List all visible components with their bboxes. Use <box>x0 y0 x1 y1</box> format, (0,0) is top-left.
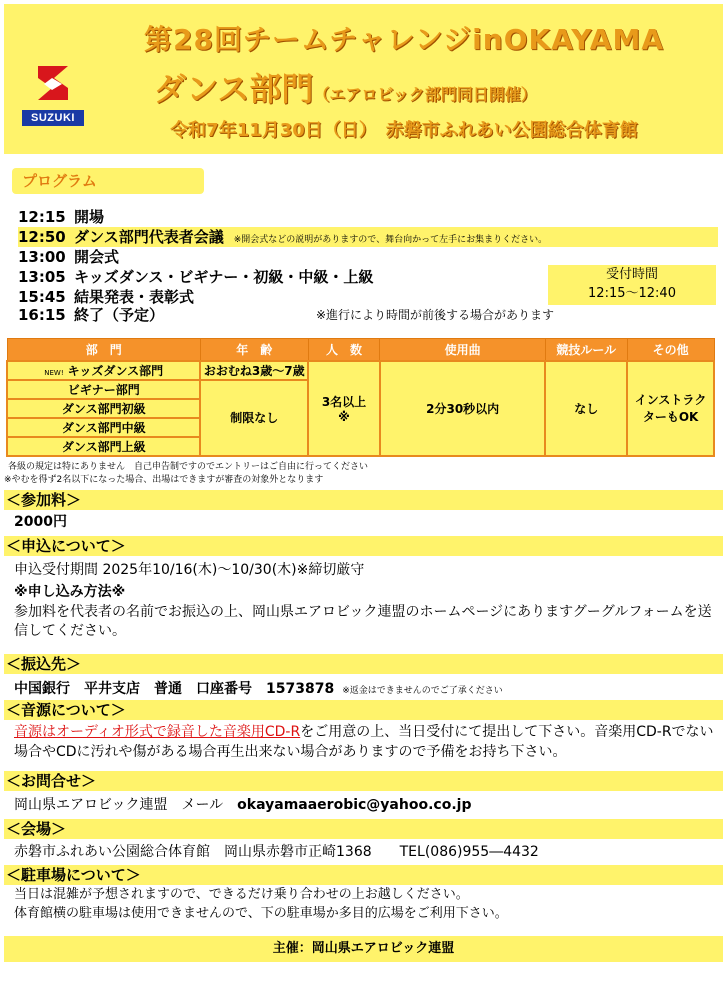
new-badge: NEW! <box>44 368 64 377</box>
division-cell: ビギナー部門 <box>7 380 200 399</box>
application-method-text: 参加料を代表者の名前でお振込の上、岡山県エアロビック連盟のホームページにありますグーグルフォームを送信してください。 <box>14 604 712 639</box>
transfer-heading: ＜振込先＞ <box>4 654 723 674</box>
rules-cell: なし <box>545 361 627 456</box>
program-label: 開場 <box>74 208 105 226</box>
col-header-division: 部 門 <box>7 339 200 361</box>
parking-line: 体育館横の駐車場は使用できませんので、下の駐車場か多目的広場をご利用下さい。 <box>14 906 508 921</box>
application-heading: ＜申込について＞ <box>4 536 723 556</box>
parking-heading: ＜駐車場について＞ <box>4 865 723 885</box>
venue-heading: ＜会場＞ <box>4 819 723 839</box>
program-time: 12:15 <box>18 208 66 226</box>
program-heading: プログラム <box>12 168 204 194</box>
program-time: 13:00 <box>18 248 66 266</box>
program-label: キッズダンス・ビギナー・初級・中級・上級 <box>74 268 374 286</box>
audio-body: をご用意の上、当日受付にて提出して下さい。音楽用CD-Rでない場合やCDに汚れや傷がある場合再生出来ない場合がありますので予備をお持ち下さい。 <box>14 724 714 760</box>
reception-time: 12:15〜12:40 <box>588 286 676 301</box>
reception-box <box>548 265 716 305</box>
contact-line <box>14 795 714 815</box>
table-note: 各級の規定は特にありません 自己申告制ですのでエントリーはご自由に行ってください <box>8 462 369 472</box>
logo-wordmark: SUZUKI <box>22 110 84 126</box>
col-header-members: 人 数 <box>308 339 380 361</box>
division-subtitle: （エアロビック部門同日開催） <box>313 85 537 104</box>
program-time: 15:45 <box>18 288 66 306</box>
application-method-heading: ※申し込み方法※ <box>14 584 126 600</box>
parking-line: 当日は混雑が予想されますので、できるだけ乗り合わせの上お越しください。 <box>14 887 469 902</box>
members-cell: 3名以上 ※ <box>308 361 380 456</box>
division-cell: ダンス部門初級 <box>7 399 200 418</box>
timing-note: ※進行により時間が前後する場合があります <box>316 308 555 322</box>
col-header-other: その他 <box>627 339 714 361</box>
audio-text <box>14 722 718 770</box>
col-header-rules: 競技ルール <box>545 339 627 361</box>
program-time: 16:15 <box>18 306 66 324</box>
program-label: 終了（予定） <box>74 306 165 324</box>
event-date-venue: 令和7年11月30日（日） 赤磐市ふれあい公園総合体育館 <box>170 120 638 141</box>
refund-note: ※返金はできませんのでご了承ください <box>342 686 503 696</box>
other-cell: インストラクターもOK <box>627 361 714 456</box>
age-cell: おおむね3歳〜7歳 <box>200 361 308 380</box>
division-name: ダンス部門 <box>154 70 314 108</box>
reception-label: 受付時間 <box>605 267 658 282</box>
program-item <box>18 207 718 227</box>
col-header-age: 年 齢 <box>200 339 308 361</box>
division-table <box>6 338 715 457</box>
program-time: 12:50 <box>18 228 66 246</box>
header-banner <box>4 4 723 154</box>
suzuki-logo <box>22 58 84 132</box>
audio-highlight: 音源はオーディオ形式で録音した音楽用CD-R <box>14 724 301 740</box>
table-note: ※やむを得ず2名以下になった場合、出場はできますが審査の対象外となります <box>4 475 324 485</box>
contact-text: 岡山県エアロビック連盟 メール <box>14 797 224 813</box>
music-cell: 2分30秒以内 <box>380 361 545 456</box>
age-cell: 制限なし <box>200 380 308 456</box>
venue-text: 赤磐市ふれあい公園総合体育館 岡山県赤磐市正崎1368 TEL(086)955―4432 <box>14 844 539 860</box>
contact-email[interactable]: okayamaaerobic@yahoo.co.jp <box>237 797 472 813</box>
division-title <box>154 64 674 110</box>
col-header-music: 使用曲 <box>380 339 545 361</box>
bank-account-number: 中国銀行 平井支店 普通 口座番号 1573878 <box>14 681 335 697</box>
fee-heading: ＜参加料＞ <box>4 490 723 510</box>
fee-amount: 2000円 <box>14 514 67 530</box>
program-item <box>18 247 718 267</box>
program-item <box>18 227 718 247</box>
division-cell: ダンス部門上級 <box>7 437 200 456</box>
division-cell <box>7 361 200 380</box>
bank-account <box>14 678 503 698</box>
application-period: 申込受付期間 2025年10/16(木)〜10/30(木)※締切厳守 <box>14 562 365 578</box>
division-cell: ダンス部門中級 <box>7 418 200 437</box>
event-title: 第28回チームチャレンジinOKAYAMA <box>144 23 664 56</box>
program-note: ※開会式などの説明がありますので、舞台向かって左手にお集まりください。 <box>233 235 548 245</box>
audio-heading: ＜音源について＞ <box>4 700 723 720</box>
division-name: キッズダンス部門 <box>67 363 164 378</box>
suzuki-s-icon <box>32 62 74 104</box>
organizer-footer: 主催：岡山県エアロビック連盟 <box>4 936 723 962</box>
table-row <box>7 361 714 380</box>
program-label: 開会式 <box>74 248 120 266</box>
contact-heading: ＜お問合せ＞ <box>4 771 723 791</box>
program-label: ダンス部門代表者会議 <box>74 228 224 246</box>
program-time: 13:05 <box>18 268 66 286</box>
program-label: 結果発表・表彰式 <box>74 288 195 306</box>
